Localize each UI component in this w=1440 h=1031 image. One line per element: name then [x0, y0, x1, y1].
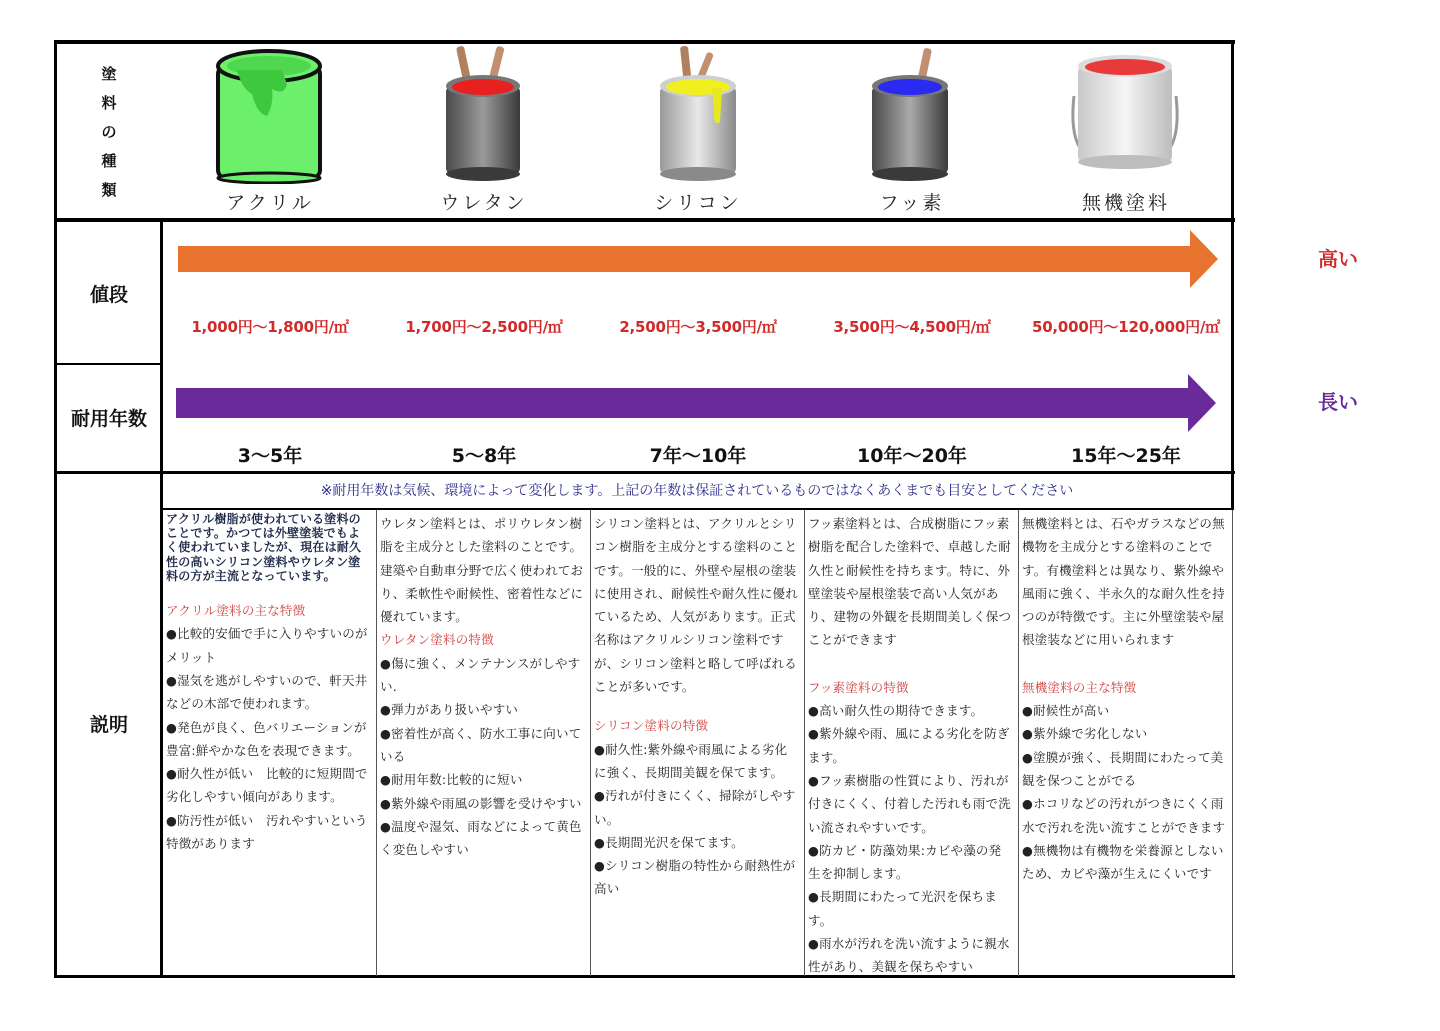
feature-item: ●比較的安価で手に入りやすいのがメリット — [166, 626, 368, 665]
years-inorganic: 15年〜25年 — [1071, 445, 1181, 467]
durability-long-label: 長い — [1318, 390, 1358, 414]
feature-item: ●汚れが付きにくく、掃除がしやすい。 — [594, 788, 796, 827]
features-title: アクリル塗料の主な特徴 — [166, 603, 306, 619]
price-inorganic: 50,000円〜120,000円/㎡ — [1031, 318, 1221, 336]
years-silicone: 7年〜10年 — [649, 445, 747, 467]
feature-item: ●雨水が汚れを洗い流すように親水性があり、美観を保ちやすい — [808, 936, 1010, 975]
feature-item: ●ホコリなどの汚れがつきにくく雨水で汚れを洗い流すことができます — [1022, 796, 1226, 835]
feature-item: ●発色が良く、色バリエーションが豊富:鮮やかな色を表現できます。 — [166, 719, 367, 758]
feature-item: ●塗膜が強く、長期間にわたって美観を保つことがでる — [1022, 749, 1224, 788]
desc-column-inorganic — [1022, 512, 1226, 885]
price-arrow — [178, 230, 1220, 288]
price-acrylic: 1,000円〜1,800円/㎡ — [191, 318, 349, 336]
feature-item: ●耐候性が高い — [1022, 703, 1110, 719]
table-right-border-upper — [1231, 40, 1234, 510]
description-row-label: 説明 — [89, 714, 128, 736]
paint-type-char: 料 — [101, 94, 117, 112]
desc-intro: ウレタン塗料とは、ポリウレタン樹脂を主成分とした塗料のことです。建築や自動車分野で広く使われており、柔軟性や耐候性、密着性などに優れています。 — [380, 516, 584, 625]
feature-item: ●密着性が高く、防水工事に向いている — [380, 725, 582, 764]
paint-name-silicone: シリコン — [654, 192, 742, 214]
feature-item: ●防カビ・防藻効果:カビや藻の発生を抑制します。 — [808, 842, 1002, 882]
desc-column-silicone — [594, 512, 798, 901]
silicone-paint-can-icon — [652, 44, 744, 184]
durability-row-label: 耐用年数 — [70, 408, 147, 430]
desc-column-fluorine — [808, 512, 1012, 979]
feature-item: ●温度や湿気、雨などによって黄色く変色しやすい — [380, 818, 582, 858]
feature-item: ●紫外線で劣化しない — [1022, 726, 1148, 742]
price-fluorine: 3,500円〜4,500円/㎡ — [833, 318, 991, 336]
desc-intro: シリコン塗料とは、アクリルとシリコン樹脂を主成分とする塗料のことです。一般的に、外壁や屋根の塗装に使用され、耐候性や耐久性に優れているため、人気があります。正式名称はアクリルシリコン塗料ですが、シリコン塗料と略して呼ばれることが多いです。 — [594, 516, 798, 695]
desc-column-urethane — [380, 512, 584, 861]
features-title: フッ素塗料の特徴 — [808, 679, 909, 695]
price-row-label: 値段 — [89, 284, 128, 306]
paint-name-inorganic: 無機塗料 — [1081, 192, 1170, 214]
durability-note: ※耐用年数は気候、環境によって変化します。上記の年数は保証されているものではなくあくまでも目安としてください — [320, 483, 1074, 499]
price-urethane: 1,700円〜2,500円/㎡ — [405, 318, 563, 336]
durability-arrow — [176, 374, 1218, 432]
acrylic-paint-can-icon — [212, 44, 326, 184]
feature-item: ●湿気を逃がしやすいので、軒天井などの木部で使われます。 — [166, 672, 368, 712]
feature-item: ●紫外線や雨、風による劣化を防ぎます。 — [808, 726, 1010, 765]
paint-type-char: の — [101, 123, 117, 141]
feature-item: ●長期間光沢を保てます。 — [594, 834, 744, 850]
feature-item: ●耐久性:紫外線や雨風による劣化に強く、長期間美観を保てます。 — [594, 741, 788, 780]
table-right-border-lower — [1232, 510, 1233, 978]
fluorine-paint-can-icon — [864, 44, 956, 184]
desc-divider-3 — [804, 510, 805, 976]
price-row-divider — [55, 363, 162, 365]
feature-item: ●耐用年数:比較的に短い — [380, 772, 523, 788]
desc-intro: フッ素塗料とは、合成樹脂にフッ素樹脂を配合した塗料で、卓越した耐久性と耐候性を持ちます。特に、外壁塗装や屋根塗装で高い人気があり、建物の外観を長期間美しく保つことができます — [808, 516, 1012, 648]
feature-item: ●フッ素樹脂の性質により、汚れが付きにくく、付着した汚れも雨で洗い流されやすいです。 — [808, 772, 1011, 835]
desc-divider-4 — [1018, 510, 1019, 976]
feature-item: ●弾力があり扱いやすい — [380, 702, 519, 718]
feature-item: ●高い耐久性の期待できます。 — [808, 703, 984, 719]
years-fluorine: 10年〜20年 — [857, 445, 967, 467]
paint-type-label — [55, 45, 163, 220]
inorganic-paint-can-icon — [1066, 52, 1184, 172]
features-title: ウレタン塗料の特徴 — [380, 632, 494, 648]
feature-item: ●紫外線や雨風の影響を受けやすい — [380, 795, 582, 811]
urethane-paint-can-icon — [438, 44, 528, 184]
table-bottom-border — [55, 975, 1235, 978]
desc-divider-2 — [590, 510, 591, 976]
feature-item: ●防汚性が低い 汚れやすいという特徴があります — [166, 812, 368, 851]
desc-intro: アクリル樹脂が使われている塗料のことです。かつては外壁塗装でもよく使われていましたが、現在は耐久性の高いシリコン塗料やウレタン塗料の方が主流となっています。 — [166, 512, 362, 583]
years-urethane: 5〜8年 — [451, 445, 517, 467]
feature-item: ●耐久性が低い 比較的に短期間で劣化しやすい傾向があります。 — [166, 766, 368, 805]
paint-name-acrylic: アクリル — [226, 192, 314, 214]
years-acrylic: 3〜5年 — [237, 445, 303, 467]
note-row-bottom-border — [161, 508, 1234, 510]
paint-name-fluorine: フッ素 — [879, 192, 945, 214]
price-high-label: 高い — [1318, 247, 1358, 271]
price-silicone: 2,500円〜3,500円/㎡ — [619, 318, 777, 336]
desc-divider-1 — [376, 510, 377, 976]
feature-item: ●シリコン樹脂の特性から耐熱性が高い — [594, 858, 796, 897]
durability-row-bottom-border — [55, 471, 1235, 474]
feature-item: ●無機物は有機物を栄養源としないため、カビや藻が生えにくいです — [1022, 842, 1224, 882]
features-title: 無機塗料の主な特徴 — [1022, 679, 1137, 695]
feature-item: ●長期間にわたって光沢を保ちます。 — [808, 889, 997, 928]
header-bottom-border — [55, 218, 1235, 222]
paint-type-char: 類 — [101, 181, 117, 199]
features-title: シリコン塗料の特徴 — [594, 718, 709, 734]
desc-intro: 無機塗料とは、石やガラスなどの無機物を主成分とする塗料のことです。有機塗料とは異なり、紫外線や風雨に強く、半永久的な耐久性を持つのが特徴です。主に外壁塗装や屋根塗装などに用いられます — [1022, 516, 1225, 648]
paint-name-urethane: ウレタン — [440, 192, 528, 214]
paint-type-char: 種 — [101, 152, 117, 170]
feature-item: ●傷に強く、メンテナンスがしやすい. — [380, 655, 581, 695]
paint-type-char: 塗 — [101, 65, 117, 83]
desc-column-acrylic — [166, 512, 370, 855]
